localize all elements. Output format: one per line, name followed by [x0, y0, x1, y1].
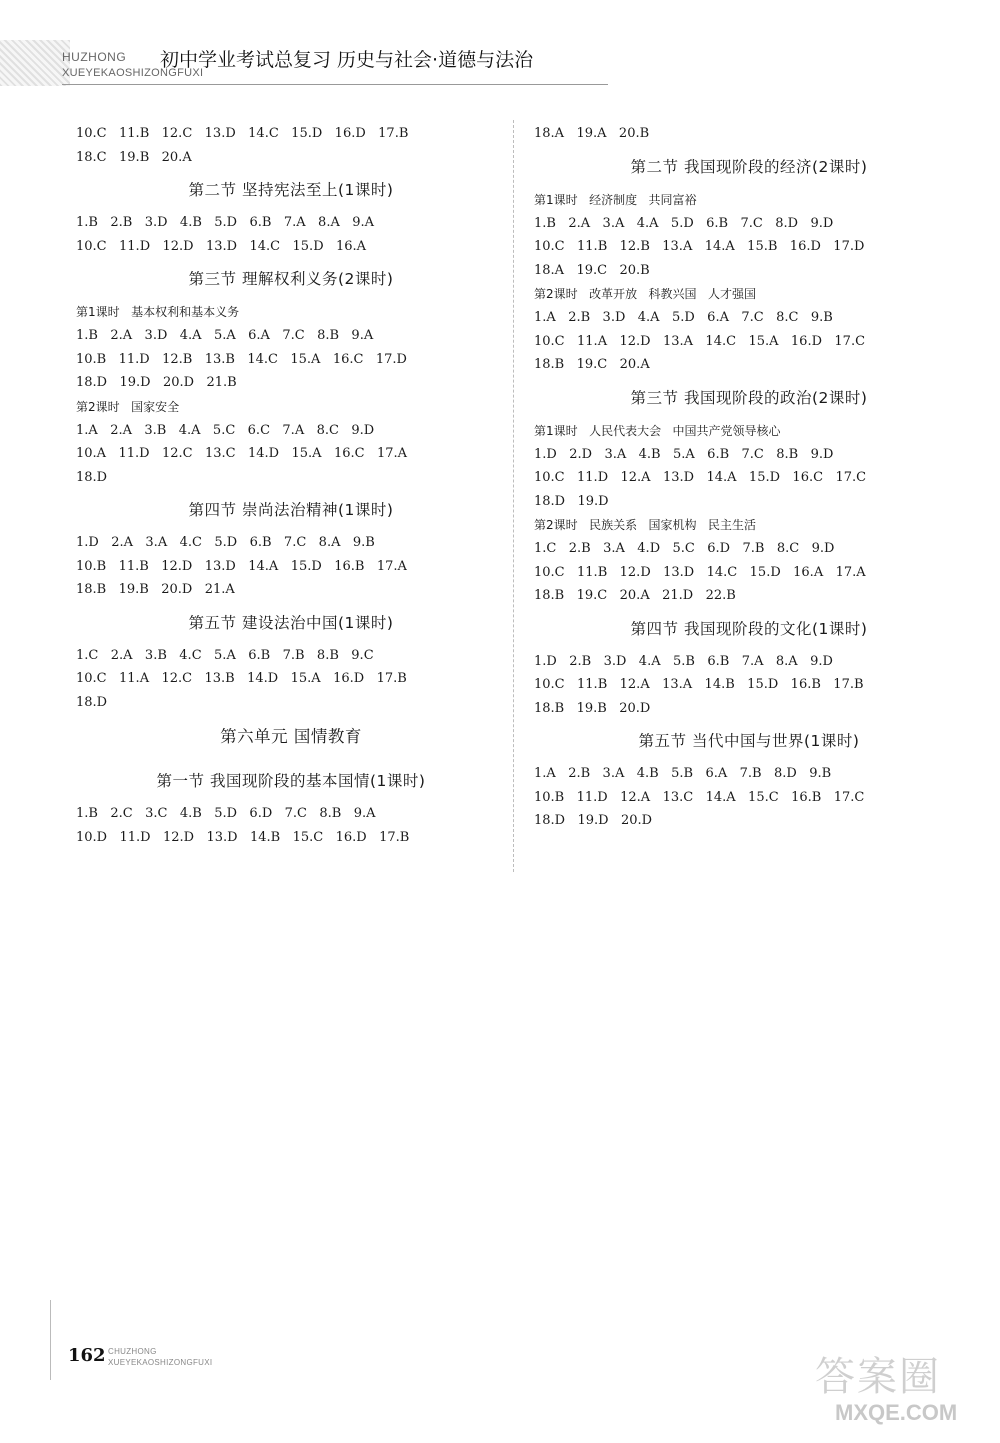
answer-row: 18.D [76, 694, 108, 710]
answer-row: 1.D 2.A 3.A 4.C 5.D 6.B 7.C 8.A 9.B [76, 535, 375, 550]
lesson-heading: 第2课时 民族关系 国家机构 民主生活 [534, 518, 756, 532]
page-number: 162 [68, 1345, 106, 1366]
answer-row: 1.D 2.D 3.A 4.B 5.A 6.B 7.C 8.B 9.D [534, 446, 834, 462]
watermark-url: MXQE.COM [835, 1400, 958, 1425]
answer-row: 10.C 11.D 12.D 13.D 14.C 15.D 16.A [76, 238, 367, 254]
answer-row: 10.A 11.D 12.C 13.C 14.D 15.A 16.C 17.A [76, 446, 408, 461]
answer-row: 1.C 2.B 3.A 4.D 5.C 6.D 7.B 8.C 9.D [534, 541, 835, 556]
header-pinyin-bottom: XUEYEKAOSHIZONGFUXI [62, 67, 204, 79]
lesson-heading: 第2课时 国家安全 [76, 399, 180, 414]
answer-row: 10.C 11.D 12.A 13.D 14.A 15.D 16.C 17.C [534, 470, 867, 485]
footer-decoration [50, 1300, 63, 1380]
answer-row: 1.D 2.B 3.D 4.A 5.B 6.B 7.A 8.A 9.D [534, 653, 833, 669]
answer-row: 18.D 19.D [534, 493, 609, 509]
answer-row: 18.B 19.B 20.D 21.A [76, 582, 235, 597]
section-heading: 第五节 建设法治中国(1课时) [188, 613, 394, 632]
lesson-heading: 第2课时 改革开放 科教兴国 人才强国 [534, 287, 756, 301]
lesson-heading: 第1课时 基本权利和基本义务 [76, 305, 240, 319]
header-title: 初中学业考试总复习 历史与社会·道德与法治 [160, 49, 534, 71]
section-heading: 第一节 我国现阶段的基本国情(1课时) [156, 772, 426, 790]
right-column [534, 122, 964, 833]
section-heading: 第三节 理解权利义务(2课时) [188, 270, 394, 288]
section-heading: 第五节 当代中国与世界(1课时) [638, 732, 860, 750]
section-heading: 第二节 坚持宪法至上(1课时) [188, 181, 394, 199]
footer-pinyin-top: CHUZHONG [108, 1347, 157, 1356]
answer-row: 10.B 11.B 12.D 13.D 14.A 15.D 16.B 17.A [76, 558, 407, 574]
answer-row: 10.B 11.D 12.B 13.B 14.C 15.A 16.C 17.D [76, 351, 407, 367]
answer-row: 18.D 19.D 20.D 21.B [76, 375, 237, 390]
section-heading: 第四节 我国现阶段的文化(1课时) [630, 619, 868, 638]
answer-row: 18.A 19.C 20.B [534, 262, 650, 278]
answer-row: 1.A 2.B 3.A 4.B 5.B 6.A 7.B 8.D 9.B [534, 766, 832, 781]
answer-row: 10.C 11.B 12.A 13.A 14.B 15.D 16.B 17.B [534, 677, 864, 692]
answer-row: 1.B 2.A 3.D 4.A 5.A 6.A 7.C 8.B 9.A [76, 328, 374, 343]
answer-row: 18.A 19.A 20.B [534, 126, 650, 141]
unit-heading: 第六单元 国情教育 [220, 727, 362, 746]
answer-row: 10.B 11.D 12.A 13.C 14.A 15.C 16.B 17.C [534, 789, 865, 805]
lesson-heading: 第1课时 经济制度 共同富裕 [534, 192, 697, 207]
answer-row: 18.D 19.D 20.D [534, 813, 653, 828]
watermark-text: 答案圈 [815, 1354, 941, 1400]
section-heading: 第三节 我国现阶段的政治(2课时) [630, 388, 868, 407]
answer-row: 18.C 19.B 20.A [76, 149, 192, 165]
answer-row: 18.D [76, 469, 108, 485]
answer-row: 10.C 11.A 12.D 13.A 14.C 15.A 16.D 17.C [534, 333, 866, 349]
answer-row: 18.B 19.C 20.A [534, 357, 650, 372]
section-heading: 第二节 我国现阶段的经济(2课时) [630, 157, 868, 176]
answer-row: 1.A 2.A 3.B 4.A 5.C 6.C 7.A 8.C 9.D [76, 422, 375, 438]
answer-row: 10.D 11.D 12.D 13.D 14.B 15.C 16.D 17.B [76, 829, 410, 845]
answer-row: 10.C 11.A 12.C 13.B 14.D 15.A 16.D 17.B [76, 671, 407, 686]
answer-row: 1.B 2.B 3.D 4.B 5.D 6.B 7.A 8.A 9.A [76, 215, 375, 230]
lesson-heading: 第1课时 人民代表大会 中国共产党领导核心 [534, 423, 781, 438]
left-column [76, 122, 506, 849]
header-decoration [0, 40, 70, 86]
answer-row: 18.B 19.B 20.D [534, 700, 651, 716]
header-rule [62, 84, 608, 85]
footer-pinyin-bottom: XUEYEKAOSHIZONGFUXI [108, 1358, 213, 1367]
answer-row: 10.C 11.B 12.B 13.A 14.A 15.B 16.D 17.D [534, 239, 865, 254]
header-pinyin-top: HUZHONG [62, 50, 127, 64]
answer-row: 10.C 11.B 12.D 13.D 14.C 15.D 16.A 17.A [534, 564, 866, 580]
answer-row: 18.B 19.C 20.A 21.D 22.B [534, 588, 736, 603]
column-divider [513, 120, 514, 872]
answer-row: 10.C 11.B 12.C 13.D 14.C 15.D 16.D 17.B [76, 126, 409, 141]
section-heading: 第四节 崇尚法治精神(1课时) [188, 501, 394, 519]
answer-row: 1.B 2.A 3.A 4.A 5.D 6.B 7.C 8.D 9.D [534, 215, 834, 231]
answer-row: 1.A 2.B 3.D 4.A 5.D 6.A 7.C 8.C 9.B [534, 310, 833, 325]
answer-row: 1.B 2.C 3.C 4.B 5.D 6.D 7.C 8.B 9.A [76, 806, 376, 821]
answer-row: 1.C 2.A 3.B 4.C 5.A 6.B 7.B 8.B 9.C [76, 647, 374, 663]
